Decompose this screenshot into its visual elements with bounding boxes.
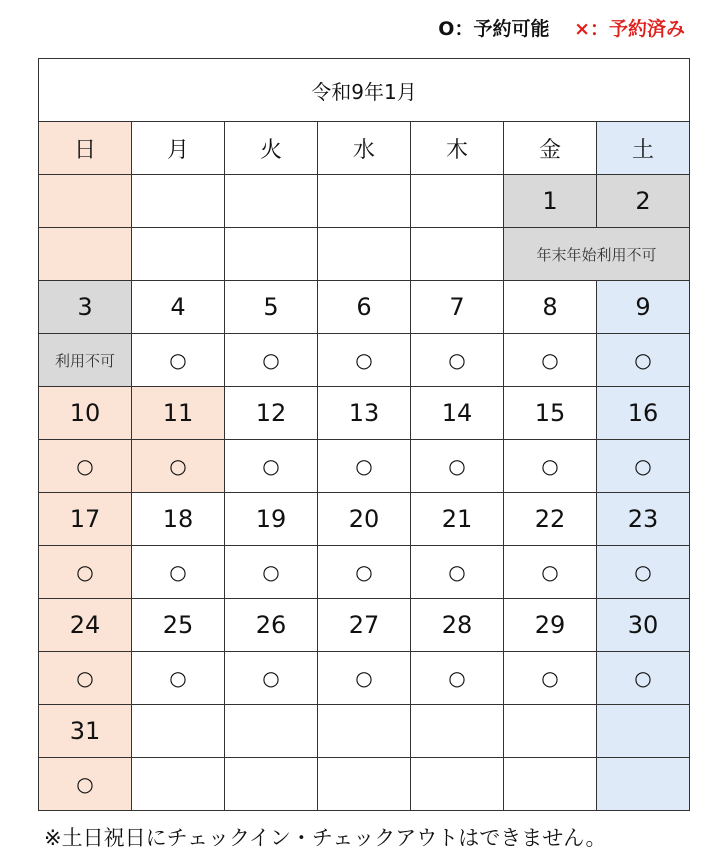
date-cell: 17 — [39, 493, 132, 546]
date-cell: 19 — [225, 493, 318, 546]
week-6-mark-row — [39, 758, 690, 811]
date-cell: 18 — [132, 493, 225, 546]
date-cell-jan-2: 2 — [597, 175, 690, 228]
mark-cell: ○ — [504, 440, 597, 493]
mark-cell: ○ — [504, 652, 597, 705]
date-cell: 27 — [318, 599, 411, 652]
date-cell — [318, 175, 411, 228]
date-cell: 8 — [504, 281, 597, 334]
mark-cell: ○ — [318, 652, 411, 705]
mark-cell — [411, 758, 504, 811]
date-cell: 14 — [411, 387, 504, 440]
date-cell: 10 — [39, 387, 132, 440]
date-cell — [225, 705, 318, 758]
date-cell-jan-3: 3 — [39, 281, 132, 334]
mark-cell: ○ — [411, 652, 504, 705]
mark-cell: ○ — [39, 652, 132, 705]
date-cell: 30 — [597, 599, 690, 652]
mark-cell — [318, 228, 411, 281]
date-cell: 21 — [411, 493, 504, 546]
legend-available: O：予約可能 — [438, 18, 550, 40]
mark-cell — [318, 758, 411, 811]
week-5-date-row — [39, 599, 690, 652]
mark-cell: ○ — [132, 334, 225, 387]
date-cell: 29 — [504, 599, 597, 652]
mark-cell: ○ — [132, 652, 225, 705]
mark-cell: ○ — [39, 440, 132, 493]
date-cell: 13 — [318, 387, 411, 440]
week-4-mark-row — [39, 546, 690, 599]
mark-cell: ○ — [132, 546, 225, 599]
date-cell: 5 — [225, 281, 318, 334]
calendar-title: 令和9年1月 — [39, 59, 690, 122]
mark-cell: ○ — [411, 546, 504, 599]
date-cell: 31 — [39, 705, 132, 758]
weekday-wed: 水 — [318, 122, 411, 175]
week-2-mark-row — [39, 334, 690, 387]
date-cell: 16 — [597, 387, 690, 440]
mark-cell: ○ — [504, 334, 597, 387]
date-cell: 24 — [39, 599, 132, 652]
mark-cell: ○ — [318, 546, 411, 599]
mark-cell: ○ — [39, 546, 132, 599]
week-3-date-row — [39, 387, 690, 440]
mark-cell: ○ — [411, 334, 504, 387]
calendar-table — [38, 58, 690, 811]
week-2-date-row — [39, 281, 690, 334]
weekday-sun: 日 — [39, 122, 132, 175]
mark-cell — [504, 758, 597, 811]
date-cell — [132, 175, 225, 228]
week-3-mark-row — [39, 440, 690, 493]
date-cell: 23 — [597, 493, 690, 546]
date-cell: 22 — [504, 493, 597, 546]
date-cell: 26 — [225, 599, 318, 652]
date-cell — [225, 175, 318, 228]
mark-cell: ○ — [411, 440, 504, 493]
date-cell — [318, 705, 411, 758]
mark-cell: ○ — [504, 546, 597, 599]
weekday-fri: 金 — [504, 122, 597, 175]
date-cell: 7 — [411, 281, 504, 334]
mark-cell — [411, 228, 504, 281]
mark-cell: ○ — [597, 334, 690, 387]
mark-cell — [132, 228, 225, 281]
mark-cell: ○ — [225, 546, 318, 599]
legend-booked: ×：予約済み — [574, 18, 685, 40]
mark-cell — [225, 758, 318, 811]
date-cell — [132, 705, 225, 758]
mark-cell: ○ — [597, 546, 690, 599]
legend — [438, 14, 685, 41]
week-6-date-row — [39, 705, 690, 758]
footer-note: ※土日祝日にチェックイン・チェックアウトはできません。 — [44, 826, 607, 850]
weekday-sat: 土 — [597, 122, 690, 175]
mark-cell — [225, 228, 318, 281]
weekday-mon: 月 — [132, 122, 225, 175]
date-cell-jan-1: 1 — [504, 175, 597, 228]
week-4-date-row — [39, 493, 690, 546]
date-cell — [411, 175, 504, 228]
week-1-mark-row — [39, 228, 690, 281]
weekday-thu: 木 — [411, 122, 504, 175]
unavailable-note: 利用不可 — [39, 334, 132, 387]
mark-cell: ○ — [597, 440, 690, 493]
date-cell: 6 — [318, 281, 411, 334]
week-5-mark-row — [39, 652, 690, 705]
mark-cell — [597, 758, 690, 811]
mark-cell: ○ — [225, 652, 318, 705]
date-cell: 20 — [318, 493, 411, 546]
mark-cell — [132, 758, 225, 811]
week-1-date-row — [39, 175, 690, 228]
date-cell — [411, 705, 504, 758]
date-cell — [504, 705, 597, 758]
mark-cell: ○ — [132, 440, 225, 493]
weekday-header-row — [39, 122, 690, 175]
date-cell-holiday: 11 — [132, 387, 225, 440]
mark-cell: ○ — [225, 334, 318, 387]
weekday-tue: 火 — [225, 122, 318, 175]
mark-cell: ○ — [39, 758, 132, 811]
year-end-unavailable-note: 年末年始利用不可 — [504, 228, 690, 281]
date-cell: 25 — [132, 599, 225, 652]
date-cell — [39, 175, 132, 228]
date-cell: 28 — [411, 599, 504, 652]
date-cell: 12 — [225, 387, 318, 440]
mark-cell: ○ — [225, 440, 318, 493]
date-cell: 4 — [132, 281, 225, 334]
mark-cell: ○ — [318, 440, 411, 493]
date-cell — [597, 705, 690, 758]
mark-cell: ○ — [597, 652, 690, 705]
date-cell: 15 — [504, 387, 597, 440]
date-cell: 9 — [597, 281, 690, 334]
mark-cell — [39, 228, 132, 281]
mark-cell: ○ — [318, 334, 411, 387]
